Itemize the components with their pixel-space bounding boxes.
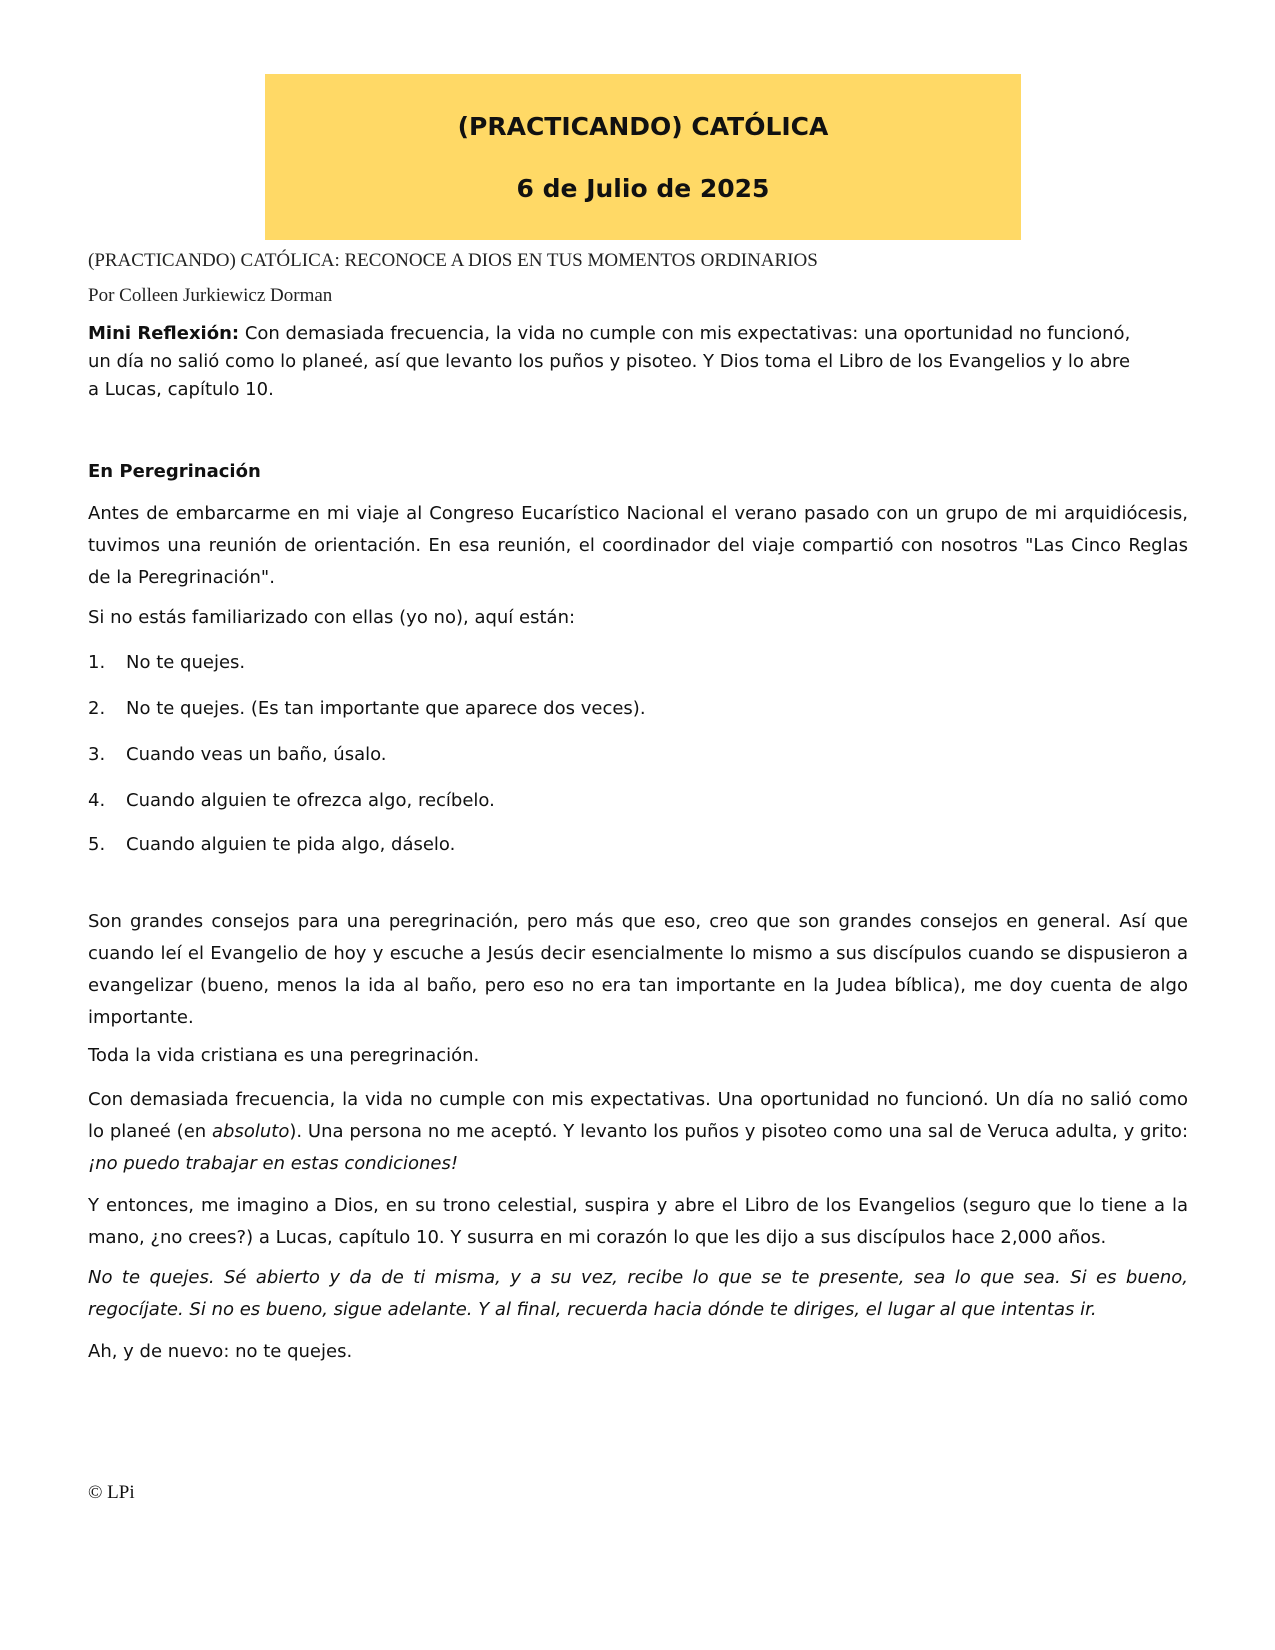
paragraph-1: Antes de embarcarme en mi viaje al Congreso Eucarístico Nacional el verano pasado con un grupo de mi arquidiócesis, tuvimos una reunión de orientación. En esa reunión, el coordinador del viaje compartió con nosotros "Las Cinco Reglas de la Peregrinación". xyxy=(88,503,1188,588)
list-item xyxy=(88,648,245,678)
list-item-text: Cuando veas un baño, úsalo. xyxy=(126,744,387,765)
byline: Por Colleen Jurkiewicz Dorman xyxy=(88,285,333,306)
list-item-text: No te quejes. (Es tan importante que aparece dos veces). xyxy=(126,698,646,719)
paragraph-4: Toda la vida cristiana es una peregrinación. xyxy=(88,1045,480,1066)
paragraph-5 xyxy=(88,1084,1188,1180)
article-subtitle: (PRACTICANDO) CATÓLICA: RECONOCE A DIOS EN TUS MOMENTOS ORDINARIOS xyxy=(88,250,818,271)
banner-title: (PRACTICANDO) CATÓLICA xyxy=(457,112,829,141)
paragraph-5-text-b: ). Una persona no me aceptó. Y levanto los puños y pisoteo como una sal de Veruca adulta, y grito: xyxy=(289,1121,1189,1142)
paragraph-5-text-a: Con demasiada frecuencia, la vida no cumple con mis expectativas. Una oportunidad no funcionó. Un día no salió como lo planeé (en xyxy=(88,1089,1188,1142)
list-item-number: 1. xyxy=(88,652,106,673)
list-item xyxy=(88,830,455,860)
list-item-text: Cuando alguien te ofrezca algo, recíbelo. xyxy=(126,790,495,811)
mini-reflection-label: Mini Reflexión: xyxy=(88,323,240,344)
section-heading: En Peregrinación xyxy=(88,461,261,482)
list-item-number: 5. xyxy=(88,834,106,855)
list-item xyxy=(88,786,495,816)
paragraph-7: No te quejes. Sé abierto y da de ti misma, y a su vez, recibe lo que se te presente, sea lo que sea. Si es bueno, regocíjate. Si no es bueno, sigue adelante. Y al final, recuerda hacia dónde te diriges, el lugar al que intentas ir. xyxy=(88,1267,1188,1320)
paragraph-3: Son grandes consejos para una peregrinación, pero más que eso, creo que son grandes consejos en general. Así que cuando leí el Evangelio de hoy y escuche a Jesús decir esencialmente lo mismo a sus discípulos cuando se dispusieron a evangelizar (bueno, menos la ida al baño, pero eso no era tan importante en la Judea bíblica), me doy cuenta de algo importante. xyxy=(88,911,1188,1028)
list-item xyxy=(88,740,387,770)
paragraph-2: Si no estás familiarizado con ellas (yo no), aquí están: xyxy=(88,607,576,628)
list-item-number: 3. xyxy=(88,744,106,765)
mini-reflection xyxy=(88,320,1138,404)
paragraph-8: Ah, y de nuevo: no te quejes. xyxy=(88,1341,353,1362)
list-item xyxy=(88,694,646,724)
title-banner xyxy=(265,74,1021,240)
copyright: © LPi xyxy=(88,1482,135,1503)
paragraph-5-quote: ¡no puedo trabajar en estas condiciones! xyxy=(88,1153,459,1174)
paragraph-6: Y entonces, me imagino a Dios, en su trono celestial, suspira y abre el Libro de los Evangelios (seguro que lo tiene a la mano, ¿no crees?) a Lucas, capítulo 10. Y susurra en mi corazón lo que les dijo a sus discípulos hace 2,000 años. xyxy=(88,1195,1188,1248)
list-item-text: No te quejes. xyxy=(126,652,246,673)
banner-date: 6 de Julio de 2025 xyxy=(516,174,770,203)
list-item-number: 4. xyxy=(88,790,106,811)
paragraph-5-emphasis: absoluto xyxy=(212,1121,290,1142)
mini-reflection-text: Con demasiada frecuencia, la vida no cumple con mis expectativas: una oportunidad no funcionó, un día no salió como lo planeé, así que levanto los puños y pisoteo. Y Dios toma el Libro de los Evangelios y lo abre a Lucas, capítulo 10. xyxy=(88,323,1131,400)
list-item-number: 2. xyxy=(88,698,106,719)
list-item-text: Cuando alguien te pida algo, dáselo. xyxy=(126,834,456,855)
